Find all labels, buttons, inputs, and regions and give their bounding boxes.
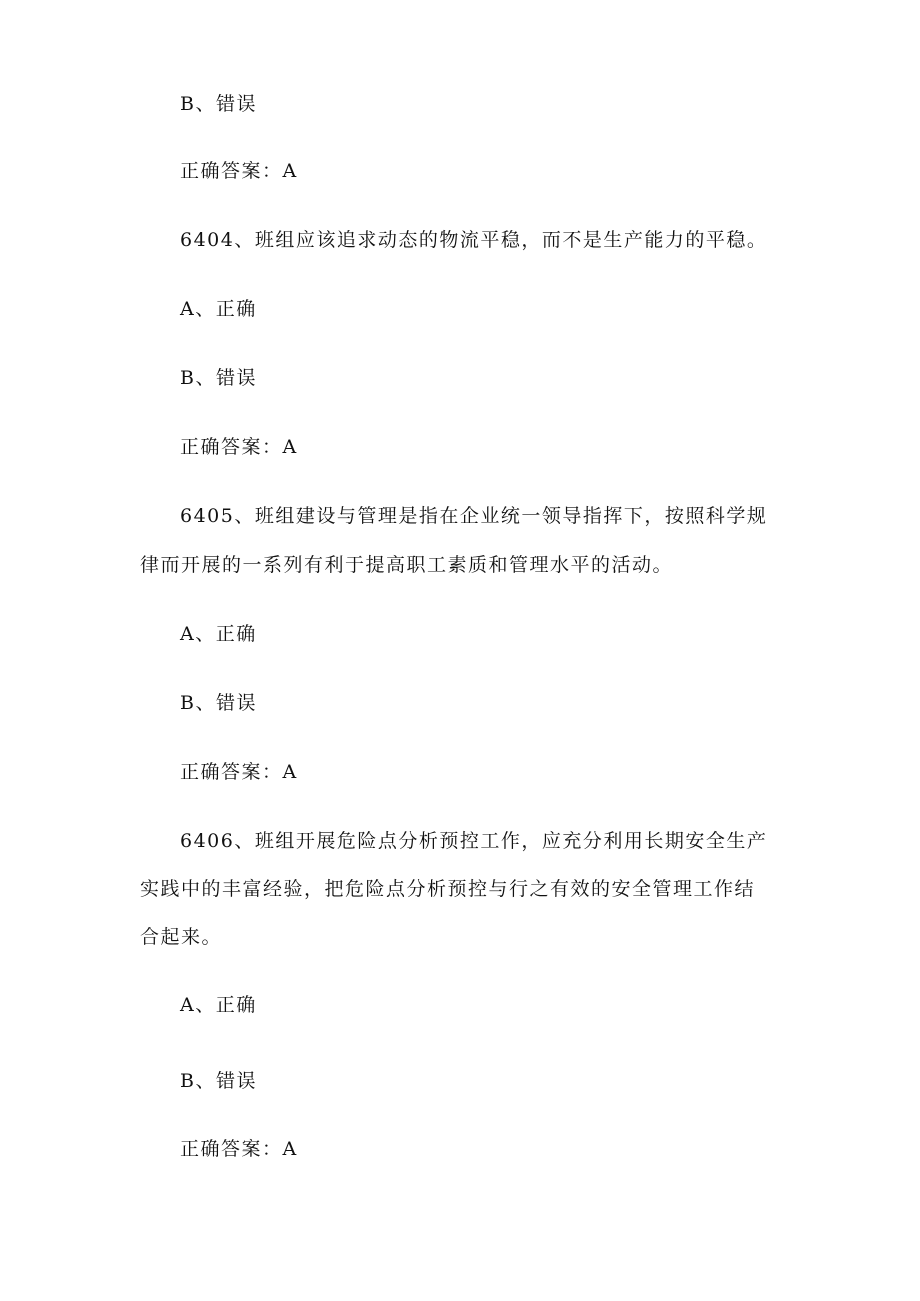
option-b: B、错误 (180, 1070, 257, 1092)
correct-answer: 正确答案：A (180, 761, 298, 783)
option-b: B、错误 (180, 367, 257, 389)
question-6406-text-line1: 6406、班组开展危险点分析预控工作，应充分利用长期安全生产 (180, 830, 768, 852)
question-6404-text: 6404、班组应该追求动态的物流平稳，而不是生产能力的平稳。 (180, 229, 768, 251)
option-a: A、正确 (180, 623, 257, 645)
option-a: A、正确 (180, 298, 257, 320)
option-b: B、错误 (180, 93, 257, 115)
option-b: B、错误 (180, 692, 257, 714)
question-6405-text-line1: 6405、班组建设与管理是指在企业统一领导指挥下，按照科学规 (180, 505, 768, 527)
correct-answer: 正确答案：A (180, 436, 298, 458)
option-a: A、正确 (180, 994, 257, 1016)
correct-answer: 正确答案：A (180, 160, 298, 182)
question-6406-text-line2: 实践中的丰富经验，把危险点分析预控与行之有效的安全管理工作结 (140, 878, 756, 900)
question-6406-text-line3: 合起来。 (140, 926, 223, 948)
correct-answer: 正确答案：A (180, 1138, 298, 1160)
question-6405-text-line2: 律而开展的一系列有利于提高职工素质和管理水平的活动。 (140, 554, 674, 576)
